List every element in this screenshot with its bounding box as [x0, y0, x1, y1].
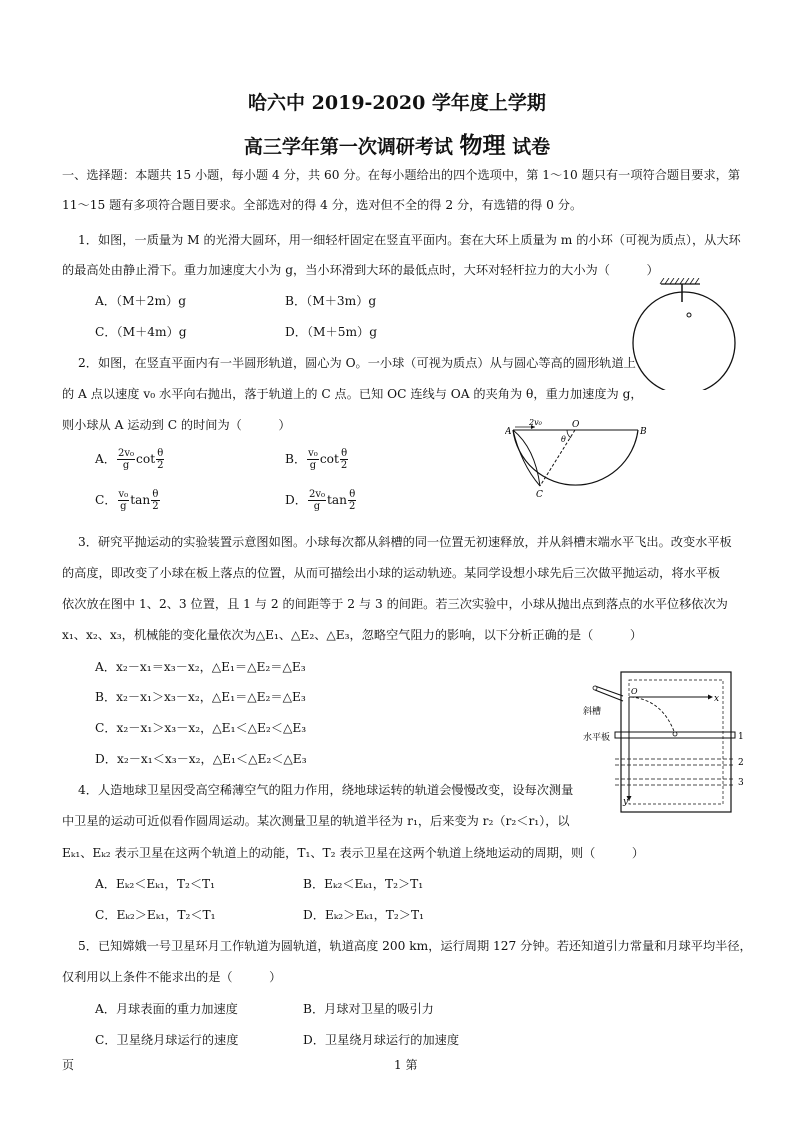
- footer-page-left: 页: [62, 1058, 75, 1072]
- q4-stem-line3: Eₖ₁、Eₖ₂ 表示卫星在这两个轨道上的动能，T₁、T₂ 表示卫星在这两个轨道上绕地运动的周期，则（ ）: [62, 846, 645, 860]
- footer-page-number: 1 第: [394, 1058, 418, 1072]
- q3-apparatus-figure: [583, 664, 753, 820]
- q3-option-b: B．x₂－x₁＞x₃－x₂，△E₁＝△E₂＝△E₃: [95, 690, 306, 704]
- q4-option-a: A．Eₖ₂＜Eₖ₁，T₂＜T₁: [95, 877, 216, 891]
- q2-label-b: B: [640, 427, 647, 437]
- q2-stem-line3: 则小球从 A 运动到 C 的时间为（ ）: [62, 418, 291, 432]
- q2-label-v0: 2v₀: [529, 418, 542, 427]
- q3-label-o: O: [631, 687, 638, 696]
- q5-option-a: A．月球表面的重力加速度: [95, 1002, 238, 1016]
- q1-option-b: B．（M＋3m）g: [285, 294, 377, 308]
- q2-label-o: O: [572, 420, 580, 430]
- q3-label-y: y: [623, 797, 629, 807]
- q3-label-slope: 斜槽: [583, 707, 602, 717]
- q2-option-b: B． $\frac{\text{v₀}}{g}$ cot $\frac{\theta}{2}$: [285, 448, 348, 471]
- q4-option-d: D．Eₖ₂＞Eₖ₁，T₂＞T₁: [303, 908, 425, 922]
- q3-option-c: C．x₂－x₁＞x₃－x₂，△E₁＜△E₂＜△E₃: [95, 721, 307, 735]
- q1-option-c: C．（M＋4m）g: [95, 325, 187, 339]
- exam-title-prefix: 高三学年第一次调研考试: [243, 136, 453, 158]
- q3-stem-line2: 的高度，即改变了小球在板上落点的位置，从而可描绘出小球的运动轨迹。某同学设想小球先后三次做平抛运动，将水平板: [62, 566, 721, 580]
- q3-option-d: D．x₂－x₁＜x₃－x₂，△E₁＜△E₂＜△E₃: [95, 752, 307, 766]
- exam-subject: 物理: [459, 132, 506, 159]
- q2-label-c: C: [536, 490, 543, 500]
- q3-stem-line4: x₁、x₂、x₃，机械能的变化量依次为△E₁、△E₂、△E₃，忽略空气阻力的影响，以下分析正确的是（ ）: [62, 628, 643, 642]
- q4-stem-line2: 中卫星的运动可近似看作圆周运动。某次测量卫星的轨道半径为 r₁，后来变为 r₂（r₂＜r₁），以: [62, 814, 570, 828]
- section-instructions-line1: 一、选择题：本题共 15 小题，每小题 4 分，共 60 分。在每小题给出的四个选项中，第 1～10 题只有一项符合题目要求，第: [62, 168, 741, 182]
- q3-option-a: A．x₂－x₁＝x₃－x₂，△E₁＝△E₂＝△E₃: [95, 660, 306, 674]
- q5-stem-line1: 5．已知嫦娥一号卫星环月工作轨道为圆轨道，轨道高度 200 km，运行周期 127 分钟。若还知道引力常量和月球平均半径，: [78, 939, 752, 953]
- q3-label-3: 3: [738, 778, 744, 788]
- q2-option-a: A． $\frac{\text{2v₀}}{g}$ cot $\frac{\theta}{2}$: [95, 448, 164, 471]
- q2-option-c: C． $\frac{\text{v₀}}{g}$ tan $\frac{\theta}{2}$: [95, 489, 159, 512]
- q2-option-d: D． $\frac{\text{2v₀}}{g}$ tan $\frac{\theta}{2}$: [285, 489, 356, 512]
- q1-option-a: A．（M＋2m）g: [95, 294, 187, 308]
- q1-ring-figure: [628, 278, 750, 390]
- exam-title-line2: [0, 127, 794, 160]
- q2-label-a: A: [505, 427, 512, 437]
- q2-label-theta: θ: [561, 435, 566, 444]
- q4-stem-line1: 4．人造地球卫星因受高空稀薄空气的阻力作用，绕地球运转的轨道会慢慢改变，设每次测量: [78, 783, 574, 797]
- q4-option-b: B．Eₖ₂＜Eₖ₁，T₂＞T₁: [303, 877, 424, 891]
- q5-stem-line2: 仅利用以上条件不能求出的是（ ）: [62, 970, 282, 984]
- exam-title-line1: 哈六中 2019-2020 学年度上学期: [248, 92, 546, 114]
- q2-stem-line1: 2．如图，在竖直平面内有一半圆形轨道，圆心为 O。一小球（可视为质点）从与圆心等高的圆形轨道上: [78, 356, 636, 370]
- q1-stem-line1: 1．如图，一质量为 M 的光滑大圆环，用一细轻杆固定在竖直平面内。套在大环上质量为 m 的小环（可视为质点），从大环: [78, 233, 741, 247]
- q3-label-1: 1: [738, 732, 744, 742]
- q1-option-d: D．（M＋5m）g: [285, 325, 378, 339]
- q1-stem-line2: 的最高处由静止滑下。重力加速度大小为 g，当小环滑到大环的最低点时，大环对轻杆拉力的大小为（ ）: [62, 263, 659, 277]
- q3-label-board: 水平板: [583, 733, 611, 743]
- section-instructions-line2: 11～15 题有多项符合题目要求。全部选对的得 4 分，选对但不全的得 2 分，有选错的得 0 分。: [62, 198, 583, 212]
- q3-stem-line3: 依次放在图中 1、2、3 位置，且 1 与 2 的间距等于 2 与 3 的间距。若三次实验中，小球从抛出点到落点的水平位移依次为: [62, 597, 728, 611]
- q3-label-x: x: [714, 694, 720, 704]
- q3-label-2: 2: [738, 758, 744, 768]
- q5-option-d: D．卫星绕月球运行的加速度: [303, 1033, 460, 1047]
- q2-semicircle-figure: [505, 418, 655, 500]
- q2-stem-line2: 的 A 点以速度 v₀ 水平向右抛出，落于轨道上的 C 点。已知 OC 连线与 OA 的夹角为 θ，重力加速度为 g，: [62, 387, 643, 401]
- q5-option-b: B．月球对卫星的吸引力: [303, 1002, 434, 1016]
- q3-stem-line1: 3．研究平抛运动的实验装置示意图如图。小球每次都从斜槽的同一位置无初速释放，并从斜槽末端水平飞出。改变水平板: [78, 535, 732, 549]
- exam-title-suffix: 试卷: [512, 136, 551, 158]
- q5-option-c: C．卫星绕月球运行的速度: [95, 1033, 239, 1047]
- q4-option-c: C．Eₖ₂＞Eₖ₁，T₂＜T₁: [95, 908, 216, 922]
